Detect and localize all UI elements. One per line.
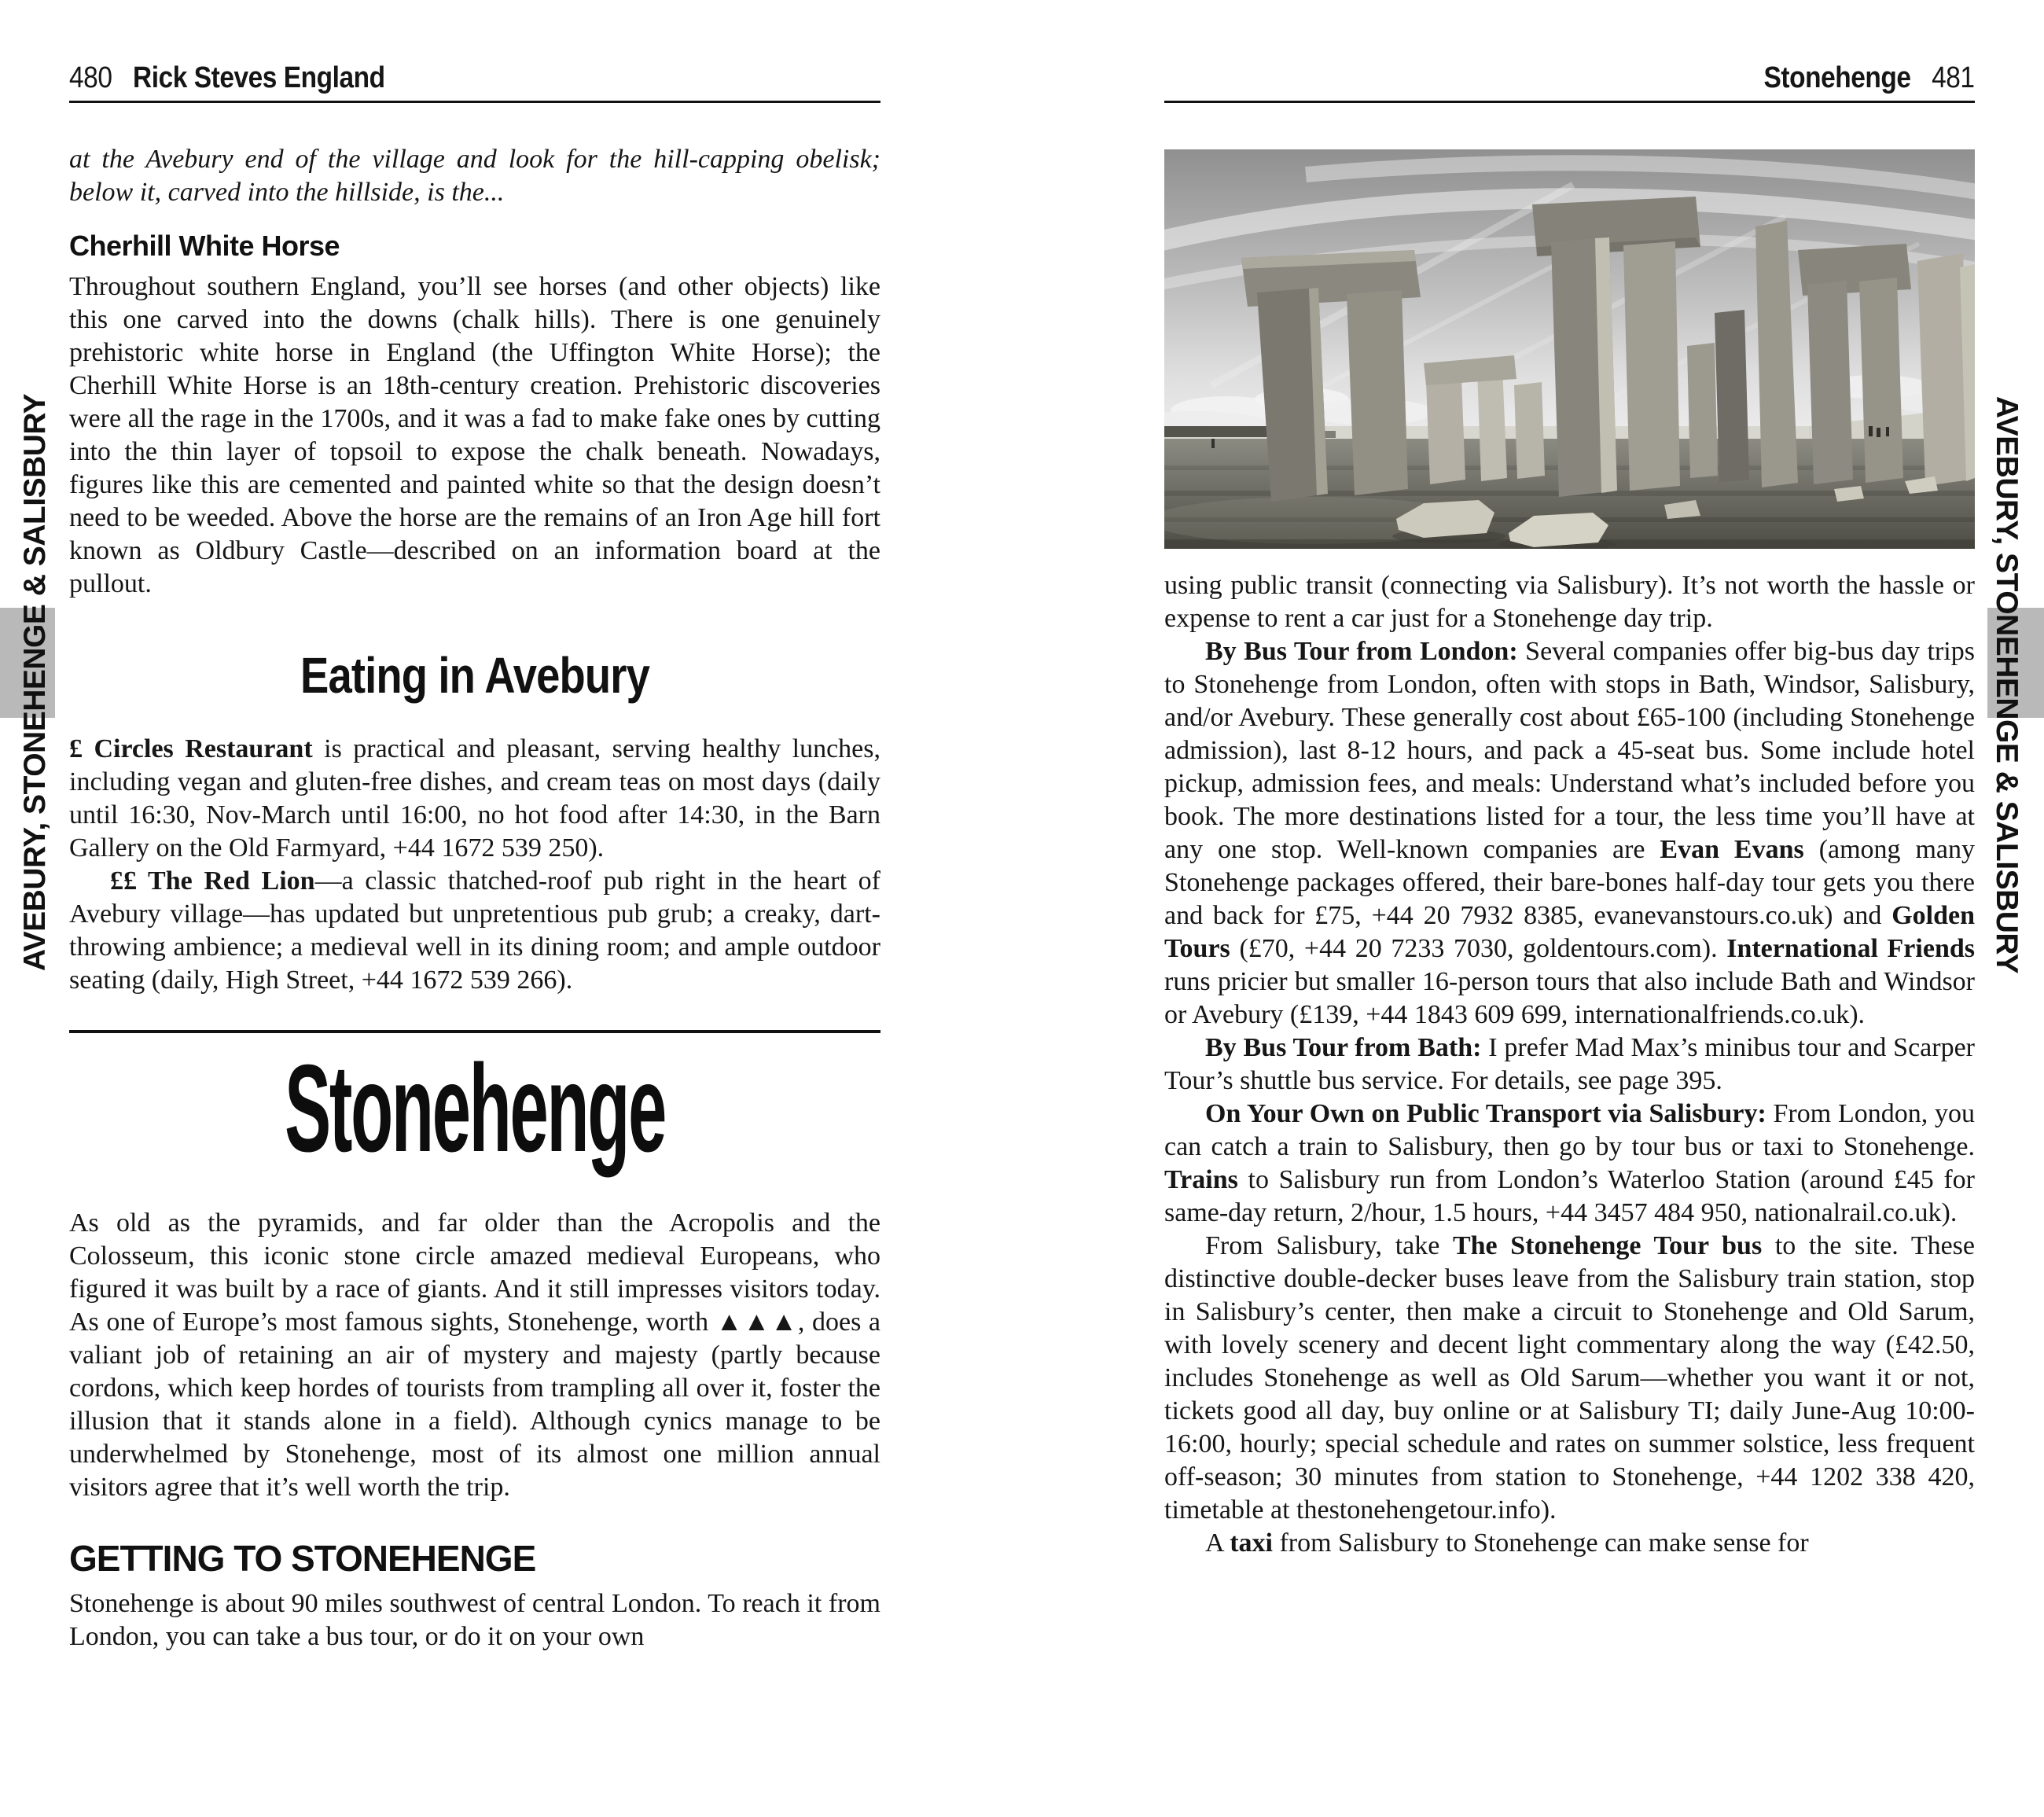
bus-tour-from-bath-paragraph: By Bus Tour from Bath: I prefer Mad Max’s minibus tour and Scarper Tour’s shuttle bus service. For details, see page 395. (1164, 1033, 1975, 1095)
chapter-title-stonehenge: Stonehenge (285, 1039, 665, 1178)
left-page-column (69, 143, 880, 1653)
cherhill-paragraph: Throughout southern England, you’ll see horses (and other objects) like this one carved into the downs (chalk hills). There is one genuinely prehistoric white horse in England (the Uffington White Horse); the Cherhill White Horse is an 18th-century creation. Prehistoric discoveries were all the rage in the 1700s, and it was a fad to make fake ones by cutting into the thin layer of topsoil to expose the chalk beneath. Nowadays, figures like this are cemented and painted white so that the design doesn’t need to be weeded. Above the horse are the remains of an Iron Age hill fort known as Oldbury Castle—described on an information board at the pullout. (69, 272, 880, 598)
public-transport-paragraph: On Your Own on Public Transport via Salisbury: From London, you can catch a train to Salisbury, then go by tour bus or taxi to Stonehenge. Trains to Salisbury run from London’s Waterloo Station (around £45 for same-day return, 2/hour, 1.5 hours, +44 3457 484 950, nationalrail.co.uk). (1164, 1099, 1975, 1227)
chapter-running-title: Stonehenge (1763, 61, 1911, 94)
bus-tour-from-london-paragraph: By Bus Tour from London: Several companies offer big-bus day trips to Stonehenge from London, often with stops in Bath, Windsor, Salisbury, and/or Avebury. These generally cost about £65-100 (including Stonehenge admission), last 8-12 hours, and pack a 45-seat bus. Some include hotel pickup, admission fees, and meals: Understand what’s included before you book. The more destinations listed for a tour, the less time you’ll have at any one stop. Well-known companies are Evan Evans (among many Stonehenge packages offered, their bare-bones half-day tour gets you there and back for £75, +44 20 7932 8385, evanevanstours.co.uk) and Golden Tours (£70, +44 20 7233 7030, goldentours.com). International Friends runs pricier but smaller 16-person tours that also include Bath and Windsor or Avebury (£139, +44 1843 609 699, internationalfriends.co.uk). (1164, 637, 1976, 1029)
heading-getting-to-stonehenge: GETTING TO STONEHENGE (69, 1538, 536, 1580)
right-header-rule (1164, 101, 1975, 103)
left-page-number: 480 (69, 61, 112, 94)
circles-restaurant-listing: £ Circles Restaurant is practical and pleasant, serving healthy lunches, including vegan and gluten-free dishes, and cream teas on most days (daily until 16:30, Nov-March until 16:00, no hot food after 14:30, in the Barn Gallery on the Old Farmyard, +44 1672 539 250). (69, 734, 881, 863)
right-running-head (1735, 63, 1975, 93)
book-title: Rick Steves England (133, 61, 385, 94)
getting-to-stonehenge-paragraph: Stonehenge is about 90 miles southwest of central London. To reach it from London, you can take a bus tour, or do it on your own (69, 1589, 880, 1652)
heading-eating-in-avebury: Eating in Avebury (300, 647, 649, 704)
continued-italic-text: at the Avebury end of the village and look for the hill-capping obelisk; below it, carved into the hillside, is the... (69, 145, 880, 207)
left-running-head (69, 63, 428, 93)
right-page-number: 481 (1932, 61, 1975, 94)
heading-cherhill-white-horse: Cherhill White Horse (69, 230, 340, 262)
stonehenge-photo (1164, 149, 1975, 549)
continued-transit-paragraph: using public transit (connecting via Salisbury). It’s not worth the hassle or expense to rent a car just for a Stonehenge day trip. (1164, 571, 1975, 633)
left-header-rule (69, 101, 880, 103)
stonehenge-intro-paragraph: As old as the pyramids, and far older than the Acropolis and the Colosseum, this iconic stone circle amazed medieval Europeans, who figured it was built by a race of giants. And it still impresses visitors today. As one of Europe’s most famous sights, Stonehenge, worth ▲▲▲, does a valiant job of retaining an air of mystery and majesty (partly because cordons, which keep hordes of tourists from trampling all over it, foster the illusion that it stands alone in a field). Although cynics manage to be underwhelmed by Stonehenge, most of its almost one million annual visitors agree that it’s well worth the trip. (69, 1208, 880, 1503)
right-page-column (1164, 149, 1975, 1560)
right-margin-section-label: AVEBURY, STONEHENGE & SALISBURY (1990, 395, 2024, 974)
left-margin-section-label: AVEBURY, STONEHENGE & SALISBURY (18, 393, 52, 972)
taxi-paragraph: A taxi from Salisbury to Stonehenge can make sense for (1205, 1528, 1809, 1558)
red-lion-listing: ££ The Red Lion—a classic thatched-roof pub right in the heart of Avebury village—has updated but unpretentious pub grub; a creaky, dart-throwing ambience; a medieval well in its dining room; and ample outdoor seating (daily, High Street, +44 1672 539 266). (69, 866, 881, 995)
stonehenge-tour-bus-paragraph: From Salisbury, take The Stonehenge Tour bus to the site. These distinctive double-decker buses leave from the Salisbury train station, stop in Salisbury’s center, then make a circuit to Stonehenge and Old Sarum, with lovely scenery and decent light commentary along the way (£42.50, includes Stonehenge as well as Old Sarum—whether you want it or not, tickets good all day, buy online or at Salisbury TI; daily June-Aug 10:00-16:00, hourly; special schedule and rates on summer solstice, less frequent off-season; 30 minutes from station to Stonehenge, +44 1202 338 420, timetable at thestonehengetour.info). (1164, 1231, 1976, 1525)
section-divider-rule (69, 1030, 880, 1033)
